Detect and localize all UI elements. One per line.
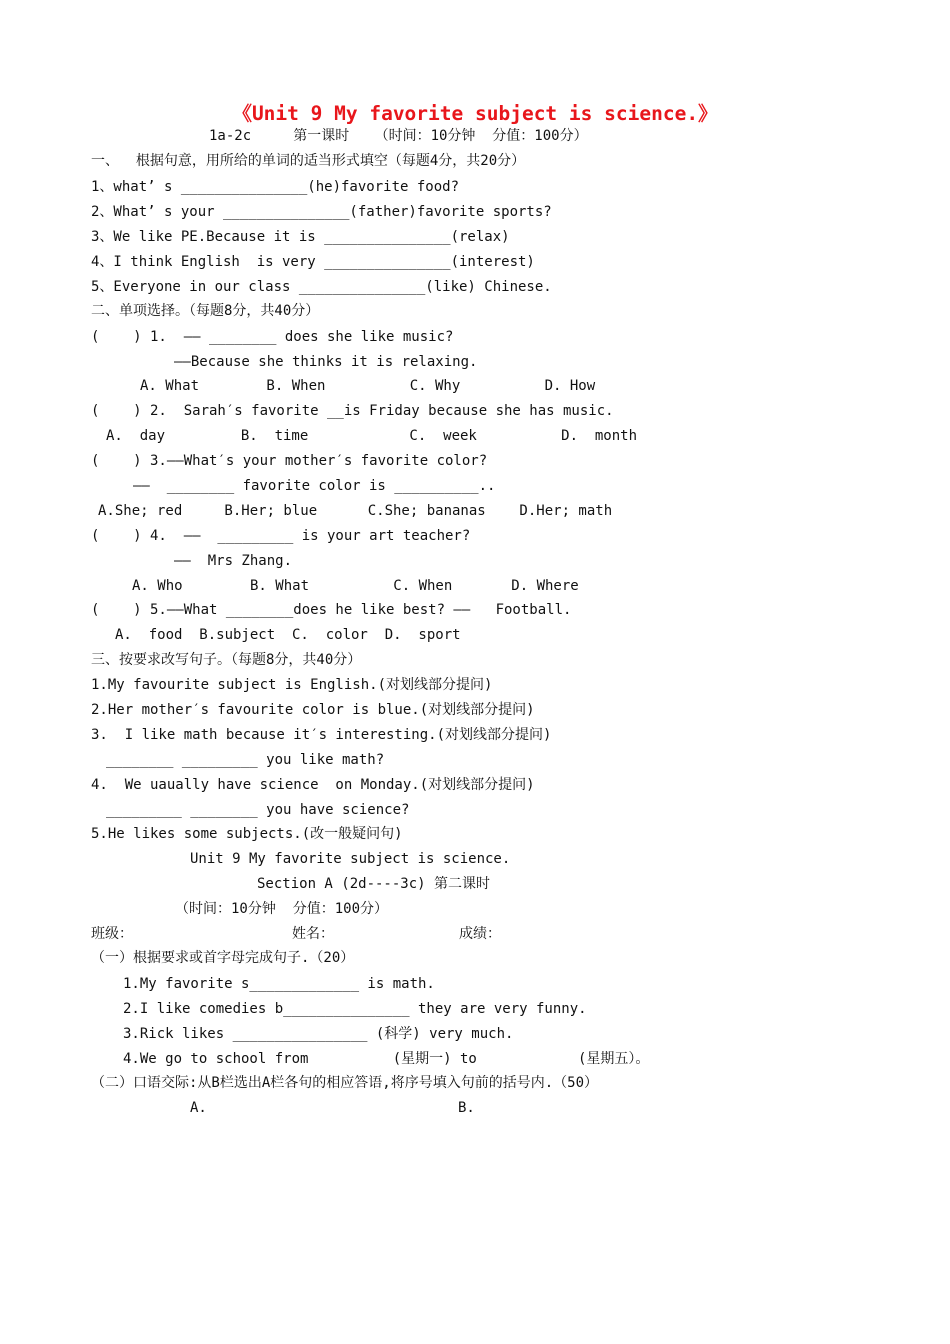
rewrite-item-5: 5.He likes some subjects.(改一般疑问句) xyxy=(91,826,403,842)
mc-question-4-options: A. Who B. What C. When D. Where xyxy=(132,578,579,594)
fill-item-1: 1、what’ s _______________(he)favorite food? xyxy=(91,179,460,195)
class-label: 班级： xyxy=(91,926,133,942)
rewrite-item-4: 4. We uaually have science on Monday.(对划线部分提问) xyxy=(91,777,535,793)
worksheet-title: 《Unit 9 My favorite subject is science.》 xyxy=(232,102,718,125)
mc-question-1: ( ) 1. —— ________ does she like music? xyxy=(91,329,454,345)
section-1-heading: 一、 根据句意，用所给的单词的适当形式填空（每题4分，共20分） xyxy=(91,153,526,169)
fill-item-5: 5、Everyone in our class _______________(like) Chinese. xyxy=(91,279,552,295)
mc-question-4: ( ) 4. —— _________ is your art teacher? xyxy=(91,528,471,544)
rewrite-item-4-answer: _________ ________ you have science? xyxy=(106,802,410,818)
fill-item-2: 2、What’ s your _______________(father)favorite sports? xyxy=(91,204,552,220)
rewrite-item-2: 2.Her mother′s favourite color is blue.(对划线部分提问) xyxy=(91,702,535,718)
mc-question-5: ( ) 5.——What ________does he like best? —— Football. xyxy=(91,602,572,618)
part-2-title: Unit 9 My favorite subject is science. xyxy=(190,851,511,867)
part-2-b-heading: （二）口语交际:从B栏选出A栏各句的相应答语,将序号填入句前的括号内.（50） xyxy=(91,1075,598,1091)
section-2-heading: 二、单项选择。（每题8分，共40分） xyxy=(91,303,320,319)
mc-question-3-reply: —— ________ favorite color is __________.. xyxy=(133,478,496,494)
rewrite-item-1: 1.My favourite subject is English.(对划线部分提问) xyxy=(91,677,493,693)
mc-question-4-reply: —— Mrs Zhang. xyxy=(174,553,293,569)
column-b-label: B. xyxy=(458,1100,475,1116)
section-3-heading: 三、按要求改写句子。（每题8分，共40分） xyxy=(91,652,362,668)
score-label: 成绩： xyxy=(459,926,501,942)
column-a-label: A. xyxy=(190,1100,207,1116)
rewrite-item-3-answer: ________ _________ you like math? xyxy=(106,752,385,768)
complete-item-4: 4.We go to school from (星期一) to (星期五）。 xyxy=(123,1051,650,1067)
fill-item-4: 4、I think English is very _______________(interest) xyxy=(91,254,535,270)
lesson-meta: 1a-2c 第一课时 （时间：10分钟 分值：100分） xyxy=(209,128,588,144)
mc-question-3: ( ) 3.——What′s your mother′s favorite color? xyxy=(91,453,488,469)
name-label: 姓名： xyxy=(292,926,334,942)
fill-item-3: 3、We like PE.Because it is _______________(relax) xyxy=(91,229,510,245)
mc-question-2-options: A. day B. time C. week D. month xyxy=(106,428,638,444)
part-2-section: Section A (2d----3c) 第二课时 xyxy=(257,876,491,892)
rewrite-item-3: 3. I like math because it′s interesting.(对划线部分提问) xyxy=(91,727,552,743)
mc-question-2: ( ) 2. Sarah′s favorite __is Friday because she has music. xyxy=(91,403,614,419)
mc-question-1-answer: ——Because she thinks it is relaxing. xyxy=(174,354,478,370)
part-2-meta: （时间：10分钟 分值：100分） xyxy=(175,901,389,917)
complete-item-3: 3.Rick likes ________________ (科学) very much. xyxy=(123,1026,514,1042)
part-2-a-heading: （一）根据要求或首字母完成句子.（20） xyxy=(91,950,355,966)
mc-question-1-options: A. What B. When C. Why D. How xyxy=(140,378,596,394)
complete-item-2: 2.I like comedies b_______________ they are very funny. xyxy=(123,1001,587,1017)
mc-question-5-options: A. food B.subject C. color D. sport xyxy=(115,627,461,643)
mc-question-3-options: A.She; red B.Her; blue C.She; bananas D.Her; math xyxy=(98,503,613,519)
complete-item-1: 1.My favorite s_____________ is math. xyxy=(123,976,435,992)
